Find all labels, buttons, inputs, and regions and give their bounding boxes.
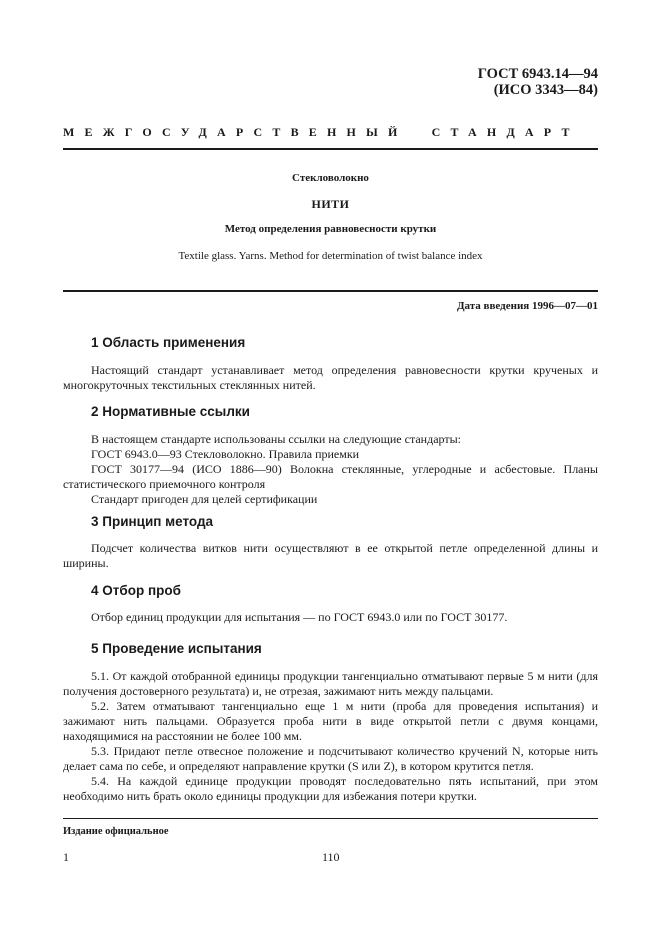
section-4-body	[63, 610, 598, 625]
paragraph: Отбор единиц продукции для испытания — по ГОСТ 6943.0 или по ГОСТ 30177.	[91, 610, 508, 624]
title-product: НИТИ	[311, 197, 350, 211]
section-1-heading: 1 Область применения	[91, 335, 246, 350]
paragraph: Стандарт пригоден для целей сертификации	[91, 492, 318, 506]
paragraph: Подсчет количества витков нити осуществляют в ее открытой петле определенной длины и ширины.	[63, 541, 598, 570]
reference-item: ГОСТ 6943.0—93 Стекловолокно. Правила приемки	[91, 447, 360, 461]
standard-id-block	[478, 66, 598, 98]
iso-number: (ИСО 3343—84)	[493, 82, 598, 98]
section-2-heading: 2 Нормативные ссылки	[91, 404, 250, 419]
section-3-body	[63, 541, 598, 571]
official-edition-label: Издание официальное	[63, 826, 169, 837]
interstate-standard-banner	[63, 125, 580, 140]
page-number-center: 110	[322, 850, 340, 864]
footer-rule	[63, 818, 598, 819]
clause-5-4: 5.4. На каждой единице продукции проводят последовательно пять испытаний, при этом необходимо нить брать около единицы продукции для избежания потери крутки.	[63, 774, 598, 803]
gost-number: ГОСТ 6943.14—94	[477, 66, 598, 82]
title-english: Textile glass. Yarns. Method for determination of twist balance index	[178, 250, 483, 262]
page-number-left: 1	[63, 850, 69, 864]
section-3-heading: 3 Принцип метода	[91, 514, 214, 529]
section-5-body	[63, 669, 598, 804]
header-rule	[63, 148, 598, 150]
reference-item: ГОСТ 30177—94 (ИСО 1886—90) Волокна стеклянные, углеродные и асбестовые. Планы статистического приемочного контроля	[63, 462, 598, 491]
section-4-heading: 4 Отбор проб	[91, 583, 181, 598]
section-2-body	[63, 432, 598, 507]
section-1-body	[63, 363, 598, 393]
paragraph: В настоящем стандарте использованы ссылки на следующие стандарты:	[91, 432, 462, 446]
title-material: Стекловолокно	[292, 172, 369, 184]
title-method: Метод определения равновесности крутки	[224, 223, 437, 235]
title-rule	[63, 290, 598, 292]
clause-5-2: 5.2. Затем отматывают тангенциально еще 1 м нити (проба для проведения испытания) и зажимают нить пальцами. Образуется проба нити в виде открытой петли с двумя концами, находящимися на расстоянии не более 100 мм.	[63, 699, 598, 743]
clause-5-1: 5.1. От каждой отобранной единицы продукции тангенциально отматывают первые 5 м нити (для получения достоверного результата) и, не отрезая, зажимают нить между пальцами.	[63, 669, 598, 698]
section-5-heading: 5 Проведение испытания	[91, 641, 262, 656]
paragraph: Настоящий стандарт устанавливает метод определения равновесности крутки крученых и многокруточных текстильных стеклянных нитей.	[63, 363, 598, 392]
banner-right: СТАНДАРТ	[431, 125, 580, 139]
banner-left: МЕЖГОСУДАРСТВЕННЫЙ	[63, 125, 408, 139]
clause-5-3: 5.3. Придают петле отвесное положение и подсчитывают количество кручений N, которые нить делает сама по себе, и определяют направление крутки (S или Z), в котором крутится петля.	[63, 744, 598, 773]
introduction-date: Дата введения 1996—07—01	[456, 300, 598, 312]
